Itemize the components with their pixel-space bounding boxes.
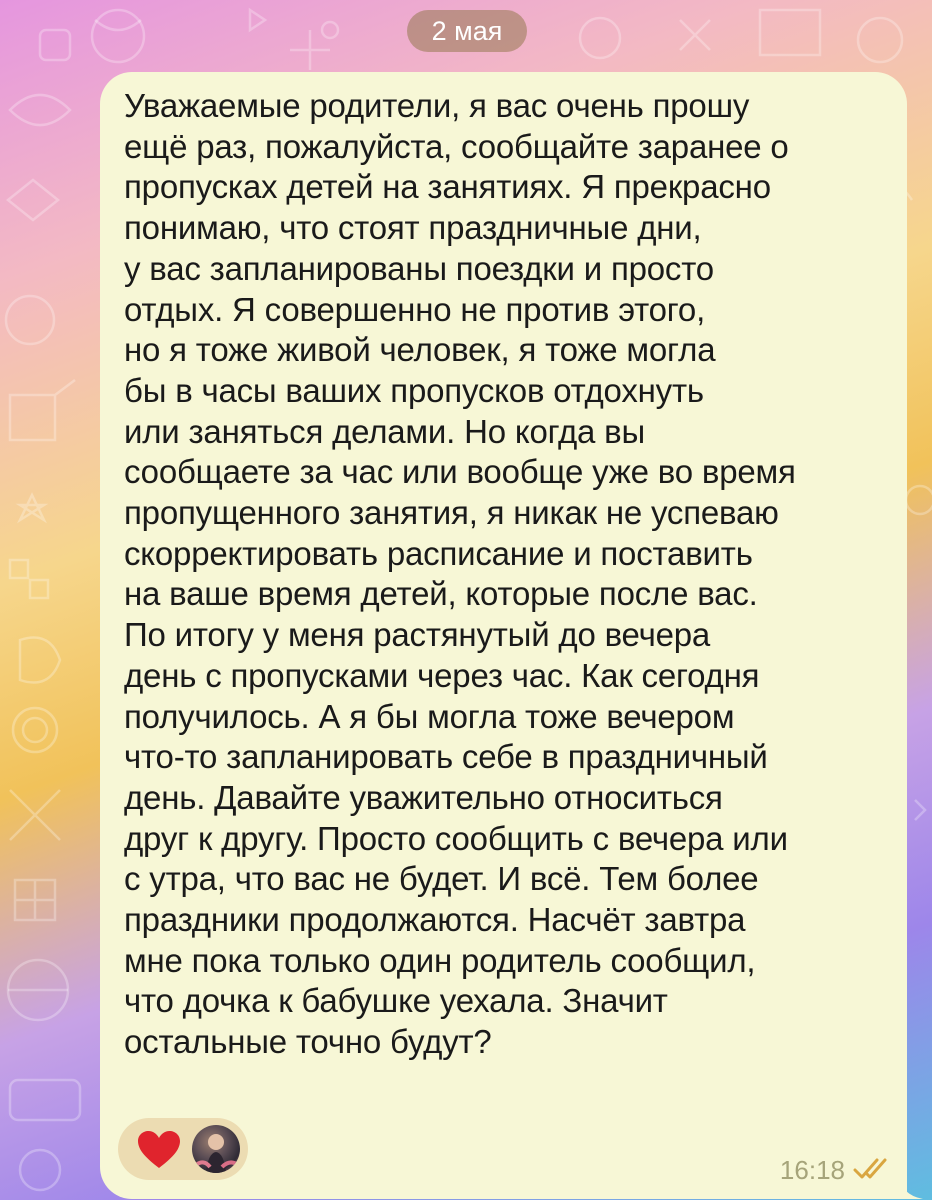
message-text: Уважаемые родители, я вас очень прошу ещё раз, пожалуйста, сообщайте заранее о пропусках детей на занятиях. Я прекрасно понимаю, что стоят праздничные дни, у вас запланированы поездки и просто отдых. Я совершенно не против этого, но я тоже живой человек, я тоже могла бы в часы ваших пропусков отдохнуть или заняться делами. Но когда вы сообщаете за час или вообще уже во время пропущенного занятия, я никак не успеваю скорректировать расписание и поставить на ваше время детей, которые после вас. По итогу у меня растянутый до вечера день с пропусками через час. Как сегодня получилось. А я бы могла тоже вечером что-то запланировать себе в праздничный день. Давайте уважительно относиться друг к другу. Просто сообщить с вечера или с утра, что вас не будет. И всё. Тем более праздники продолжаются. Насчёт завтра мне пока только один родитель сообщил, что дочка к бабушке уехала. Значит остальные точно будут? [124,87,796,1061]
double-check-icon [853,1156,889,1182]
avatar-photo-icon [192,1125,240,1173]
heart-icon[interactable] [136,1130,182,1170]
date-separator: 2 мая [407,10,527,52]
bubble-tail [897,1173,923,1199]
reactions-bar[interactable] [118,1118,248,1180]
avatar[interactable] [192,1125,240,1173]
message-bubble[interactable] [100,72,907,1199]
message-time: 16:18 [779,1155,845,1185]
